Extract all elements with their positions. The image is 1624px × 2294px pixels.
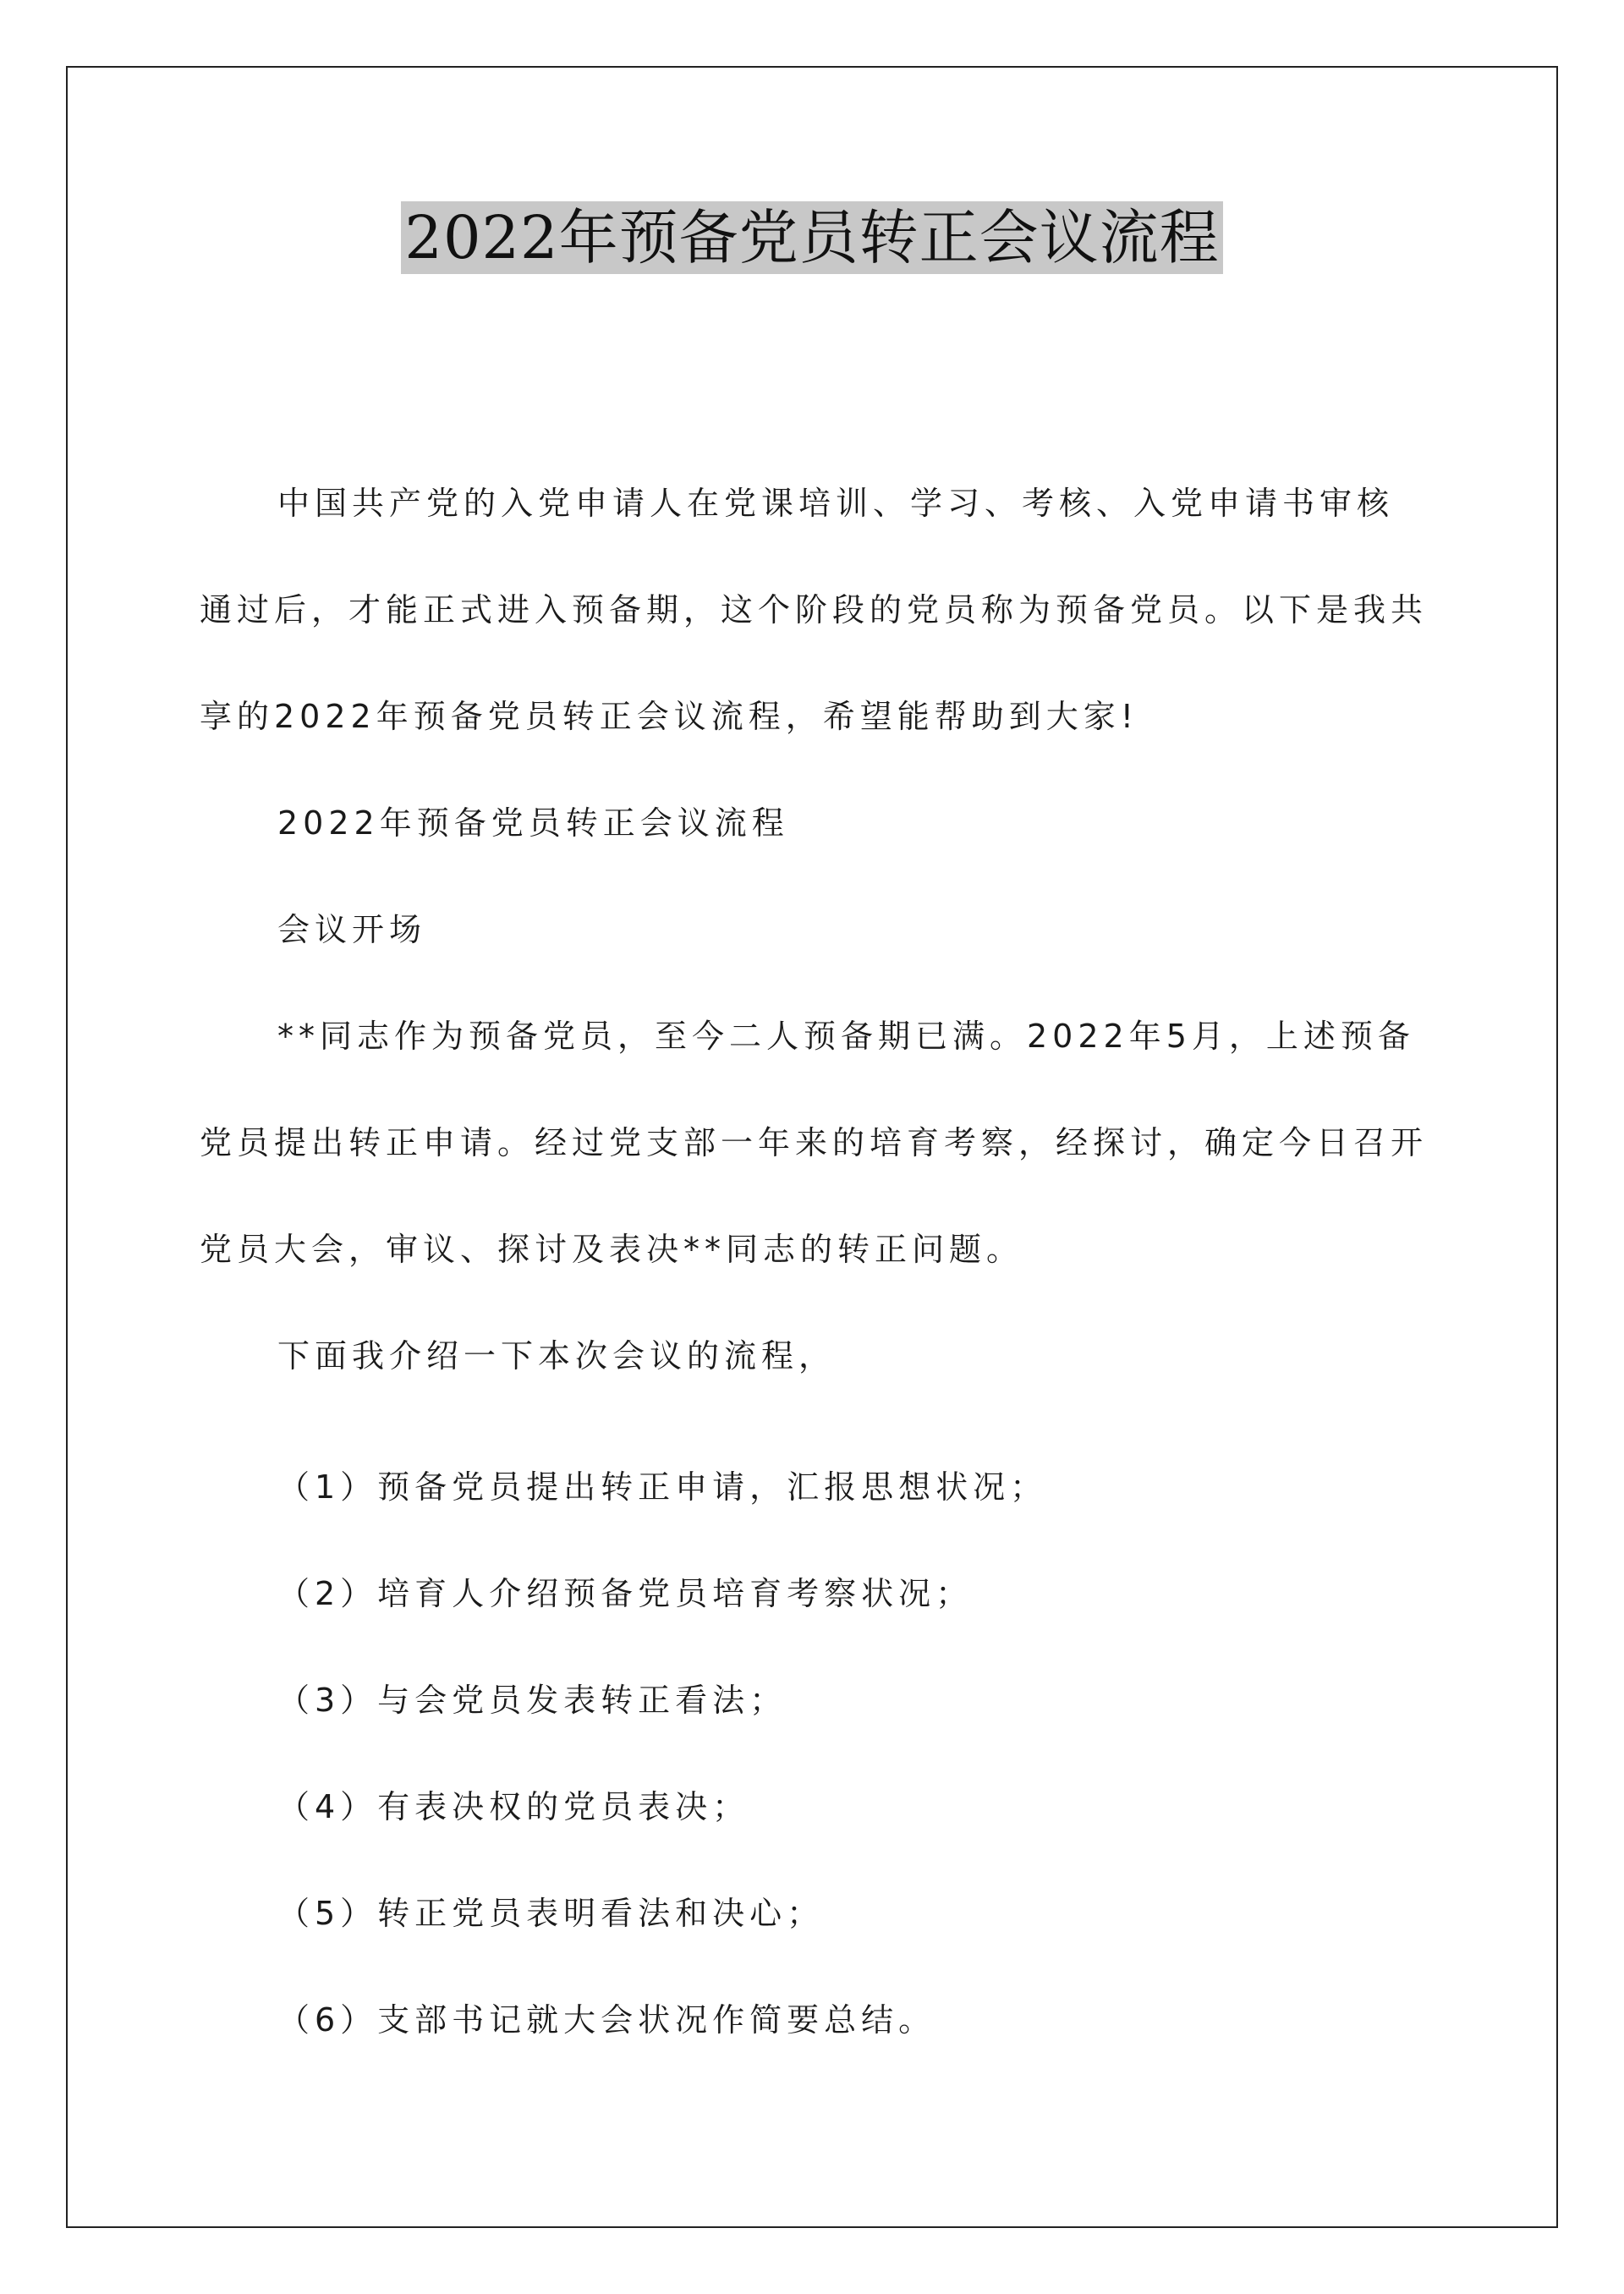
step-item: （2）培育人介绍预备党员培育考察状况； (277, 1575, 974, 1612)
section-heading: 会议开场 (277, 911, 427, 948)
subtitle: 2022年预备党员转正会议流程 (277, 804, 789, 842)
step-item: （4）有表决权的党员表决； (277, 1788, 750, 1825)
intro-paragraph: 中国共产党的入党申请人在党课培训、学习、考核、入党申请书审核通过后，才能正式进入预备期，这个阶段的党员称为预备党员。以下是我共享的2022年预备党员转正会议流程，希望能帮助到大家! (200, 485, 1429, 735)
step-item: （3）与会党员发表转正看法； (277, 1682, 787, 1719)
step-item: （1）预备党员提出转正申请，汇报思想状况； (277, 1468, 1048, 1506)
step-item: （5）转正党员表明看法和决心； (277, 1895, 825, 1932)
document-title: 2022年预备党员转正会议流程 (401, 201, 1222, 274)
step-item: （6）支部书记就大会状况作简要总结。 (277, 2001, 936, 2039)
opening-paragraph: **同志作为预备党员，至今二人预备期已满。2022年5月，上述预备党员提出转正申请。经过党支部一年来的培育考察，经探讨，确定今日召开党员大会，审议、探讨及表决**同志的转正问题。 (200, 1018, 1429, 1268)
title-container (0, 201, 1624, 274)
flow-intro: 下面我介绍一下本次会议的流程， (277, 1337, 837, 1375)
